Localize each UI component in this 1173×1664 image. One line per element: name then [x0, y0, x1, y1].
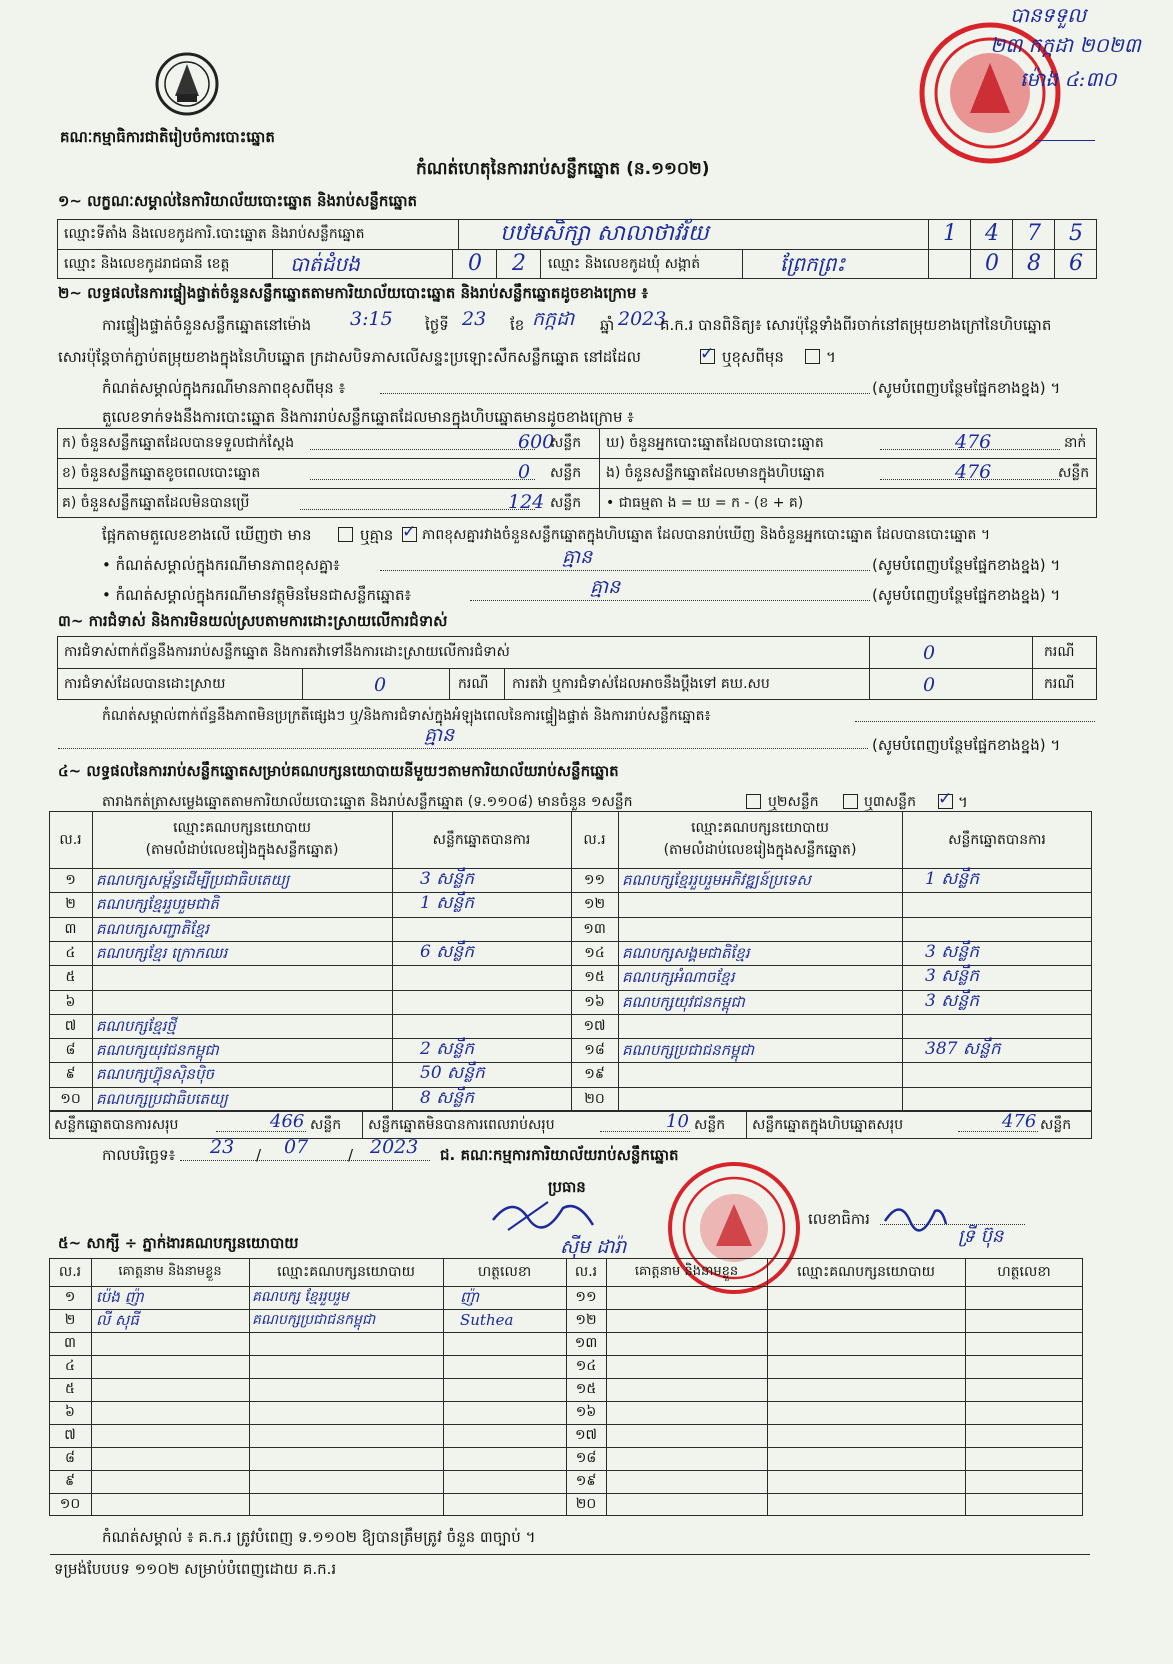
witness-row-party-left: គណបក្សប្រជាជនកម្ពុជា [252, 1312, 376, 1328]
witness-row-no-left: ៨ [65, 1450, 75, 1466]
figure-left-value: 0 [518, 461, 531, 483]
secretary-label: លេខាធិការ [808, 1210, 870, 1228]
polling-station-value: បឋមសិក្សា សាលាថាវរ័យ [500, 221, 709, 246]
results-col-votes-left: សន្លឹកឆ្នោតបានការ [432, 832, 531, 848]
witness-col-name-right: គោត្តនាម និងនាមខ្លួន [634, 1264, 739, 1279]
witness-row-name-left: ប៉េង ញ៉ា [96, 1288, 144, 1306]
results-row-party-left: គណបក្សប្រជាធិបតេយ្យ [96, 1089, 228, 1108]
tally-3-sheets-checkbox[interactable]: ✓ [938, 789, 953, 809]
section-3-title: ៣~ ការជំទាស់ និងការមិនយល់ស្របតាមការដោះស្រាយលើការជំទាស់ [58, 612, 448, 630]
polling-station-label: ឈ្មោះទីតាំង និងលេខកូដការិ.បោះឆ្នោត និងរាប់សន្លឹកឆ្នោត [64, 226, 365, 242]
nec-emblem-icon [145, 48, 229, 120]
results-row-no-right: ១៦ [584, 993, 605, 1010]
election-form-page: គណៈកម្មាធិការជាតិរៀបចំការបោះឆ្នោត បានទទួល ២៣ កក្កដា ២០២៣ ម៉ោង ៤:៣០ កំណត់ហេតុនៃការរាប់សន្លឹកឆ្នោត (ន.១១០២) ១~ លក្ខណៈសម្គាល់នៃការិយាល័យបោះឆ្នោត និងរាប់សន្លឹកឆ្នោត ឈ្មោះទីតាំង និងលេខកូដការិ.បោះឆ្នោត និងរាប់សន្លឹកឆ្នោត បឋមសិក្សា សាលាថាវរ័យ 1 4 7 5 ឈ្មោះ និងលេខកូដរាជធានី ខេត្ត បាត់ដំបង 0 2 ឈ្មោះ និងលេខកូដឃុំ សង្កាត់ ព្រែកព្រះ 0 8 6 ២~ លទ្ធផលនៃការផ្ទៀងផ្ទាត់ចំនួនសន្លឹកឆ្នោតតាមការិយាល័យបោះឆ្នោត និងរាប់សន្លឹកឆ្នោតដូចខាងក្រោម ៖ ការផ្ទៀងផ្ទាត់ចំនួនសន្លឹកឆ្នោតនៅម៉ោង 3:15 ថ្ងៃទី 23 ខែ កក្កដា ឆ្នាំ 2023 គ.ក.រ បានពិនិត្យ៖ សោរប៉ុន្តែទាំងពីរចាក់នៅតម្រុយខាងក្រៅនៃហិបឆ្នោត សោរប៉ុន្តែចាក់ភ្ជាប់តម្រុយខាងក្នុងនៃហិបឆ្នោត ក្រដាសបិទភាសលើសន្ទះប្រឡោះសឹកសន្លឹកឆ្នោត នៅដដែល ✓ ឬខុសពីមុន ។ កំណត់សម្គាល់ក្នុងករណីមានភាពខុសពីមុន ៖ (សូមបំពេញបន្ថែមផ្នែកខាងខ្នង) ។ តួលេខទាក់ទងនឹងការបោះឆ្នោត និងការរាប់សន្លឹកឆ្នោតដែលមានក្នុងហិបឆ្នោតមានដូចខាងក្រោម ៖ ក) ចំនួនសន្លឹកឆ្នោតដែលបានទទួលជាក់ស្ដែង 600 សន្លឹក ឃ) ចំនួនអ្នកបោះឆ្នោតដែលបានបោះឆ្នោត 476 នាក់ ខ) ចំនួនសន្លឹកឆ្នោតខូចពេលបោះឆ្នោត 0 សន្លឹក ង) ចំនួនសន្លឹកឆ្នោតដែលមានក្នុងហិបឆ្នោត 476 សន្លឹក គ) ចំនួនសន្លឹកឆ្នោតដែលមិនបានប្រើ 124 សន្លឹក • ជាធម្មតា ង = ឃ = ក - (ខ + គ) ផ្អែកតាមតួលេខខាងលើ ឃើញថា មាន ឬគ្មាន ✓ ភាពខុសគ្នារវាងចំនួនសន្លឹកឆ្នោតក្នុងហិបឆ្នោត ដែលបានរាប់ឃើញ និងចំនួនអ្នកបោះឆ្នោត ដែលបានបោះឆ្នោត ។ • កំណត់សម្គាល់ក្នុងករណីមានភាពខុសគ្នា៖ គ្មាន (សូមបំពេញបន្ថែមផ្នែកខាងខ្នង) ។ • កំណត់សម្គាល់ក្នុងករណីមានវត្ថុមិនមែនជាសន្លឹកឆ្នោត៖ គ្មាន (សូមបំពេញបន្ថែមផ្នែកខាងខ្នង) ។ ៣~ ការជំទាស់ និងការមិនយល់ស្របតាមការដោះស្រាយលើការជំទាស់ ការជំទាស់ពាក់ព័ន្ធនឹងការរាប់សន្លឹកឆ្នោត និងការតវ៉ាទៅនឹងការដោះស្រាយលើការជំទាស់ 0 ករណី ការជំទាស់ដែលបានដោះស្រាយ 0 ករណី ការតវ៉ា ឬការជំទាស់ដែលអាចនឹងប្ដឹងទៅ គឃ.សប 0 ករណី កំណត់សម្គាល់ពាក់ព័ន្ធនឹងភាពមិនប្រក្រតីផ្សេងៗ ឬ/និងការជំទាស់ក្នុងអំឡុងពេលនៃការផ្ទៀងផ្ទាត់ និងការរាប់សន្លឹកឆ្នោត៖ គ្មាន (សូមបំពេញបន្ថែមផ្នែកខាងខ្នង) ។ ៤~ លទ្ធផលនៃការរាប់សន្លឹកឆ្នោតសម្រាប់គណបក្សនយោបាយនីមួយៗតាមការិយាល័យរាប់សន្លឹកឆ្នោត តារាងកត់ត្រាសម្លេងឆ្នោតតាមការិយាល័យបោះឆ្នោត និងរាប់សន្លឹកឆ្នោត (ទ.១១០៨) មានចំនួន ១សន្លឹក ឬ២សន្លឹក ឬ៣សន្លឹក ✓ ។ ល.រ ឈ្មោះគណបក្សនយោបាយ (តាមលំដាប់លេខរៀងក្នុងសន្លឹកឆ្នោត) សន្លឹកឆ្នោតបានការ ល.រ ឈ្មោះគណបក្សនយោបាយ (តាមលំដាប់លេខរៀងក្នុងសន្លឹកឆ្នោត) សន្លឹកឆ្នោតបានការ ១ គណបក្សសម្ព័ន្ធដើម្បីប្រជាធិបតេយ្យ 3 សន្លឹក ១១ គណបក្សខ្មែររួបរួមអភិវឌ្ឍន៍ប្រទេស 1 សន្លឹក ២ គណបក្សខ្មែររួបរួមជាតិ 1 សន្លឹក ១២ ៣ គណបក្សសញ្ជាតិខ្មែរ ១៣ ៤ គណបក្សខ្មែរ ក្រោកឈរ 6 សន្លឹក ១៤ គណបក្សសង្គមជាតិខ្មែរ 3 សន្លឹក ៥ ១៥ គណបក្សអំណាចខ្មែរ 3 សន្លឹក ៦ ១៦ គណបក្សយុវជនកម្ពុជា 3 សន្លឹក ៧ គណបក្សខ្មែរថ្មី ១៧ ៨ គណបក្សយុវជនកម្ពុជា 2 សន្លឹក ១៨ គណបក្សប្រជាជនកម្ពុជា 387 សន្លឹក ៩ គណបក្សហ៊្វុនស៊ិនប៉ិច 50 សន្លឹក ១៩ ១០ គណបក្សប្រជាធិបតេយ្យ 8 សន្លឹក ២០ សន្លឹកឆ្នោតបានការសរុប 466 សន្លឹក សន្លឹកឆ្នោតមិនបានការពេលរាប់សរុប 10 សន្លឹក សន្លឹកឆ្នោតក្នុងហិបឆ្នោតសរុប 476 សន្លឹក កាលបរិច្ឆេទ៖ 23 / 07 / 2023 ជ. គណៈកម្មការការិយាល័យរាប់សន្លឹកឆ្នោត ប្រធាន ស៊ីម ដារ៉ា លេខាធិការ ទ្រី ប៊ុន ៥~ សាក្សី ÷ ភ្នាក់ងារគណបក្សនយោបាយ ល.រ គោត្តនាម និងនាមខ្លួន ឈ្មោះគណបក្សនយោបាយ ហត្ថលេខា ល.រ គោត្តនាម និងនាមខ្លួន ឈ្មោះគណបក្សនយោបាយ ហត្ថលេខា ១ ប៉េង ញ៉ា គណបក្ស ខ្មែររួបរួម ញ៉ា ១១ ២ លី សុធី គណបក្សប្រជាជនកម្ពុជា Suthea ១២ ៣ ១៣ ៤ ១៤ ៥ ១៥ ៦ ១៦ ៧ ១៧ ៨ ១៨ ៩ ១៩ ១០ ២០ កំណត់សម្គាល់ ៖ គ.ក.រ ត្រូវបំពេញ ទ.១១០២ ឱ្យបានត្រឹមត្រូវ ចំនួន ៣ច្បាប់ ។ ទម្រង់បែបបទ ១១០២ សម្រាប់បំពេញដោយ គ.ក.រ [0, 0, 1173, 1664]
complaints-unit: ករណី [1044, 644, 1075, 660]
figure-left-label: ខ) ចំនួនសន្លឹកឆ្នោតខូចពេលបោះឆ្នោត [62, 465, 261, 481]
receipt-line-3: ម៉ោង ៤:៣០ [1020, 67, 1117, 91]
tally-sheets-text-b: ឬ២សន្លឹក [768, 794, 819, 810]
appeal-unit: ករណី [1044, 676, 1075, 692]
witness-row-no-right: ១៩ [575, 1473, 597, 1489]
irregularities-remark-value: គ្មាន [424, 724, 455, 746]
resolved-value: 0 [373, 674, 387, 696]
witness-col-sign-left: ហត្ថលេខា [477, 1264, 532, 1280]
total-invalid-value: 10 [666, 1111, 689, 1132]
results-row-no-right: ១៨ [584, 1042, 605, 1059]
results-col-party-sub-right: (តាមលំដាប់លេខរៀងក្នុងសន្លឹកឆ្នោត) [663, 842, 857, 858]
difference-text-b: ឬគ្មាន [360, 526, 394, 544]
verify-year-text: ឆ្នាំ [600, 316, 615, 334]
figure-left-value: 600 [518, 431, 555, 453]
figure-right-value: 476 [955, 431, 992, 453]
results-col-votes-right: សន្លឹកឆ្នោតបានការ [948, 832, 1046, 848]
total-in-box-unit: សន្លឹក [1040, 1117, 1072, 1133]
results-row-party-right: គណបក្សអំណាចខ្មែរ [622, 968, 735, 987]
verify-day: 23 [462, 308, 487, 330]
results-row-votes-left: 50 សន្លឹក [420, 1063, 485, 1084]
witness-row-no-left: ១០ [59, 1496, 81, 1512]
results-row-no-left: ២ [65, 896, 76, 913]
chair-label: ប្រធាន [548, 1178, 586, 1196]
figure-left-unit: សន្លឹក [550, 435, 582, 451]
complaints-label: ការជំទាស់ពាក់ព័ន្ធនឹងការរាប់សន្លឹកឆ្នោត និងការតវ៉ាទៅនឹងការដោះស្រាយលើការជំទាស់ [64, 644, 510, 660]
witness-col-party-left: ឈ្មោះគណបក្សនយោបាយ [277, 1264, 415, 1280]
totals-row [49, 1111, 1092, 1139]
seal-changed-text: ឬខុសពីមុន [722, 348, 784, 366]
date-year: 2023 [370, 1136, 419, 1158]
results-row-no-right: ១៣ [583, 920, 606, 937]
results-row-party-right: គណបក្សប្រជាជនកម្ពុជា [622, 1041, 754, 1060]
chair-name: ស៊ីម ដារ៉ា [560, 1236, 627, 1258]
results-row-no-left: ១០ [60, 1090, 81, 1107]
verify-month-text: ខែ [510, 316, 525, 334]
witness-row-no-left: ៩ [65, 1473, 75, 1489]
witness-row-no-right: ១៦ [575, 1404, 597, 1420]
figure-right-value: 476 [955, 461, 992, 483]
total-valid-unit: សន្លឹក [310, 1117, 342, 1133]
verify-locks-text: គ.ក.រ បានពិនិត្យ៖ សោរប៉ុន្តែទាំងពីរចាក់នៅតម្រុយខាងក្រៅនៃហិបឆ្នោត [660, 316, 1052, 334]
total-valid-value: 466 [270, 1111, 305, 1132]
total-valid-label: សន្លឹកឆ្នោតបានការសរុប [54, 1117, 179, 1133]
results-row-party-right: គណបក្សយុវជនកម្ពុជា [622, 992, 745, 1011]
results-row-no-right: ១១ [583, 872, 606, 888]
difference-text-c: ភាពខុសគ្នារវាងចំនួនសន្លឹកឆ្នោតក្នុងហិបឆ្នោត ដែលបានរាប់ឃើញ និងចំនួនអ្នកបោះឆ្នោត ដែលបានបោះឆ្នោត ។ [422, 527, 991, 543]
witness-row-no-left: ៥ [65, 1381, 75, 1397]
witness-row-sign-left: ញ៉ា [460, 1288, 480, 1306]
results-row-party-left: គណបក្សខ្មែរថ្មី [96, 1016, 176, 1035]
resolved-label: ការជំទាស់ដែលបានដោះស្រាយ [64, 676, 226, 692]
commune-code-digit-3: 6 [1069, 251, 1083, 276]
figure-left-dots [310, 449, 535, 450]
witness-row-no-left: ៧ [64, 1427, 76, 1443]
results-row-party-left: គណបក្សហ៊្វុនស៊ិនប៉ិច [96, 1065, 214, 1084]
witness-row-party-left: គណបក្ស ខ្មែររួបរួម [252, 1289, 349, 1305]
witness-col-no-right: ល.រ [574, 1264, 598, 1280]
receipt-line-2: ២៣ កក្កដា ២០២៣ [990, 33, 1141, 57]
resolved-unit: ករណី [458, 676, 489, 692]
results-row-votes-right: 387 សន្លឹក [925, 1039, 1001, 1060]
section-2-title: ២~ លទ្ធផលនៃការផ្ទៀងផ្ទាត់ចំនួនសន្លឹកឆ្នោតតាមការិយាល័យបោះឆ្នោត និងរាប់សន្លឹកឆ្នោតដូចខាងក្រោម ៖ [58, 284, 649, 302]
province-label: ឈ្មោះ និងលេខកូដរាជធានី ខេត្ត [64, 256, 230, 272]
difference-note-label: • កំណត់សម្គាល់ក្នុងករណីមានភាពខុសគ្នា៖ [102, 556, 340, 574]
seal-changed-checkbox[interactable] [805, 349, 820, 364]
witness-row-no-left: ១ [64, 1289, 76, 1305]
verify-day-text: ថ្ងៃទី [425, 316, 449, 334]
results-row-no-left: ៤ [65, 944, 76, 961]
results-row-votes-right: 3 សន្លឹក [925, 990, 979, 1011]
witness-row-no-left: ២ [64, 1312, 76, 1328]
appeal-label: ការតវ៉ា ឬការជំទាស់ដែលអាចនឹងប្ដឹងទៅ គឃ.សប [512, 676, 770, 692]
witness-row-no-right: ១១ [575, 1289, 597, 1305]
counting-committee-label: ជ. គណៈកម្មការការិយាល័យរាប់សន្លឹកឆ្នោត [440, 1146, 679, 1164]
results-row-party-left: គណបក្សខ្មែររួបរួមជាតិ [96, 895, 219, 914]
complaints-value: 0 [922, 642, 936, 664]
results-row-no-left: ៥ [65, 969, 76, 986]
results-row-no-left: ៣ [64, 920, 77, 937]
witness-row-no-left: ៤ [65, 1358, 75, 1374]
results-row-party-left: គណបក្សសម្ព័ន្ធដើម្បីប្រជាធិបតេយ្យ [96, 871, 290, 889]
results-row-no-right: ១២ [583, 896, 606, 913]
form-title: កំណត់ហេតុនៃការរាប់សន្លឹកឆ្នោត (ន.១១០២) [416, 159, 710, 179]
difference-yes-checkbox[interactable] [338, 527, 353, 542]
tally-sheets-text-a: តារាងកត់ត្រាសម្លេងឆ្នោតតាមការិយាល័យបោះឆ្នោត និងរាប់សន្លឹកឆ្នោត (ទ.១១០៨) មានចំនួន ១សន្លឹក [102, 794, 633, 810]
polling-code-digit-1: 1 [943, 221, 957, 246]
results-row-votes-left: 3 សន្លឹក [420, 869, 474, 889]
figure-left-value: 124 [508, 491, 545, 513]
total-in-box-value: 476 [1002, 1111, 1037, 1132]
date-label: កាលបរិច្ឆេទ៖ [102, 1146, 176, 1164]
figure-right-unit: នាក់ [1064, 435, 1087, 451]
tally-1-sheet-checkbox[interactable] [746, 794, 761, 809]
witness-row-no-right: ១៨ [575, 1450, 597, 1466]
polling-code-digit-3: 7 [1027, 221, 1041, 246]
results-row-no-right: ១៥ [584, 969, 605, 986]
total-invalid-unit: សន្លឹក [694, 1117, 726, 1133]
witness-row-no-right: ១២ [575, 1312, 597, 1328]
difference-note-value: គ្មាន [562, 546, 593, 568]
polling-code-digit-2: 4 [985, 221, 999, 246]
nec-name: គណៈកម្មាធិការជាតិរៀបចំការបោះឆ្នោត [60, 128, 275, 146]
appeal-value: 0 [922, 674, 936, 696]
witness-row-name-left: លី សុធី [96, 1311, 139, 1329]
results-row-party-left: គណបក្សខ្មែរ ក្រោកឈរ [96, 943, 228, 962]
figure-right-unit: សន្លឹក [1058, 465, 1090, 481]
province-code-digit-1: 0 [468, 251, 482, 276]
seal-intact-checkbox[interactable]: ✓ [700, 344, 715, 364]
witness-row-no-right: ១៥ [575, 1381, 597, 1397]
witness-row-no-right: ១៣ [574, 1335, 598, 1351]
witness-col-name-left: គោត្តនាម និងនាមខ្លួន [118, 1264, 222, 1279]
results-col-party-sub-left: (តាមលំដាប់លេខរៀងក្នុងសន្លឹកឆ្នោត) [145, 842, 339, 858]
results-row-party-left: គណបក្សយុវជនកម្ពុជា [96, 1041, 219, 1060]
irregularities-remark: កំណត់សម្គាល់ពាក់ព័ន្ធនឹងភាពមិនប្រក្រតីផ្សេងៗ ឬ/និងការជំទាស់ក្នុងអំឡុងពេលនៃការផ្ទៀងផ្ទាត់ និងការរាប់សន្លឹកឆ្នោត៖ [102, 708, 711, 724]
province-value: បាត់ដំបង [290, 252, 360, 276]
section-1-title: ១~ លក្ខណៈសម្គាល់នៃការិយាល័យបោះឆ្នោត និងរាប់សន្លឹកឆ្នោត [58, 192, 418, 210]
results-row-no-left: ៨ [65, 1042, 76, 1059]
changed-remark-label: កំណត់សម្គាល់ក្នុងករណីមានភាពខុសពីមុន ៖ [102, 379, 346, 397]
foreign-object-note-value: គ្មាន [590, 576, 621, 598]
results-row-no-right: ២០ [584, 1090, 605, 1107]
results-row-no-right: ១៩ [584, 1066, 605, 1083]
results-row-party-left: គណបក្សសញ្ជាតិខ្មែរ [96, 919, 209, 938]
section-5-title: ៥~ សាក្សី ÷ ភ្នាក់ងារគណបក្សនយោបាយ [58, 1234, 299, 1252]
witness-row-no-left: ៦ [65, 1404, 75, 1420]
foreign-object-fill-more: (សូមបំពេញបន្ថែមផ្នែកខាងខ្នង) ។ [872, 586, 1061, 604]
commune-code-digit-1: 0 [985, 251, 999, 276]
results-row-votes-left: 2 សន្លឹក [420, 1039, 474, 1060]
difference-no-checkbox[interactable]: ✓ [402, 522, 417, 542]
witness-row-sign-left: Suthea [460, 1311, 514, 1329]
figure-left-dots [310, 479, 535, 480]
figure-left-label: គ) ចំនួនសន្លឹកឆ្នោតដែលមិនបានប្រើ [62, 495, 250, 511]
witness-col-party-right: ឈ្មោះគណបក្សនយោបាយ [797, 1264, 935, 1280]
results-row-votes-right: 1 សន្លឹក [925, 869, 979, 889]
witness-col-sign-right: ហត្ថលេខា [997, 1264, 1051, 1280]
commune-code-digit-2: 8 [1027, 251, 1041, 276]
figure-left-unit: សន្លឹក [550, 495, 582, 511]
difference-text-a: ផ្អែកតាមតួលេខខាងលើ ឃើញថា មាន [102, 526, 312, 544]
results-row-party-right: គណបក្សសង្គមជាតិខ្មែរ [622, 943, 750, 962]
figures-intro: តួលេខទាក់ទងនឹងការបោះឆ្នោត និងការរាប់សន្លឹកឆ្នោតដែលមានក្នុងហិបឆ្នោតមានដូចខាងក្រោម ៖ [102, 408, 634, 426]
verify-year: 2023 [618, 308, 667, 330]
figure-right-label: ង) ចំនួនសន្លឹកឆ្នោតដែលមានក្នុងហិបឆ្នោត [606, 465, 825, 481]
results-row-votes-left: 1 សន្លឹក [420, 893, 474, 914]
footer-note: កំណត់សម្គាល់ ៖ គ.ក.រ ត្រូវបំពេញ ទ.១១០២ ឱ្យបានត្រឹមត្រូវ ចំនួន ៣ច្បាប់ ។ [102, 1528, 536, 1546]
total-invalid-label: សន្លឹកឆ្នោតមិនបានការពេលរាប់សរុប [368, 1117, 555, 1133]
irregularities-fill-more: (សូមបំពេញបន្ថែមផ្នែកខាងខ្នង) ។ [872, 736, 1061, 754]
seal-intact-text: សោរប៉ុន្តែចាក់ភ្ជាប់តម្រុយខាងក្នុងនៃហិបឆ្នោត ក្រដាសបិទភាសលើសន្ទះប្រឡោះសឹកសន្លឹកឆ្នោត នៅដដែល [58, 348, 641, 366]
commune-label: ឈ្មោះ និងលេខកូដឃុំ សង្កាត់ [548, 256, 701, 272]
secretary-name: ទ្រី ប៊ុន [958, 1226, 1004, 1247]
figure-right-label: ឃ) ចំនួនអ្នកបោះឆ្នោតដែលបានបោះឆ្នោត [606, 435, 824, 451]
results-col-party-right: ឈ្មោះគណបក្សនយោបាយ [691, 820, 829, 836]
foreign-object-note-label: • កំណត់សម្គាល់ក្នុងករណីមានវត្ថុមិនមែនជាសន្លឹកឆ្នោត៖ [102, 586, 412, 604]
date-month: 07 [284, 1136, 309, 1158]
results-row-no-right: ១៤ [584, 944, 605, 961]
figure-right-label: • ជាធម្មតា ង = ឃ = ក - (ខ + គ) [606, 495, 804, 511]
difference-note-fill-more: (សូមបំពេញបន្ថែមផ្នែកខាងខ្នង) ។ [872, 556, 1061, 574]
verify-time: 3:15 [350, 308, 393, 330]
witness-row-no-right: ២០ [575, 1496, 597, 1512]
figure-left-label: ក) ចំនួនសន្លឹកឆ្នោតដែលបានទទួលជាក់ស្ដែង [62, 435, 295, 451]
verify-month: កក្កដា [532, 308, 575, 330]
total-in-box-label: សន្លឹកឆ្នោតក្នុងហិបឆ្នោតសរុប [752, 1117, 904, 1133]
results-row-votes-left: 8 សន្លឹក [420, 1087, 474, 1108]
results-row-no-left: ១ [65, 872, 76, 888]
results-col-party-left: ឈ្មោះគណបក្សនយោបាយ [173, 820, 311, 836]
results-col-no-right: ល.រ [583, 832, 606, 848]
chair-signature-icon [488, 1190, 598, 1240]
changed-remark-fill-more: (សូមបំពេញបន្ថែមផ្នែកខាងខ្នង) ។ [872, 379, 1061, 397]
results-row-votes-right: 3 សន្លឹក [925, 966, 979, 987]
footer-form-copy: ទម្រង់បែបបទ ១១០២ សម្រាប់បំពេញដោយ គ.ក.រ [54, 1560, 337, 1578]
province-code-digit-2: 2 [512, 251, 526, 276]
figure-left-dots [300, 509, 535, 510]
results-row-no-right: ១៧ [583, 1017, 606, 1034]
verify-time-text: ការផ្ទៀងផ្ទាត់ចំនួនសន្លឹកឆ្នោតនៅម៉ោង [102, 316, 312, 334]
receipt-line-1: បានទទួល [1010, 3, 1087, 27]
date-day: 23 [210, 1136, 235, 1158]
results-col-no-left: ល.រ [59, 832, 82, 848]
commune-value: ព្រែកព្រះ [780, 252, 846, 276]
results-row-votes-left: 6 សន្លឹក [420, 941, 474, 962]
secretary-signature-icon [880, 1196, 950, 1236]
section-4-title: ៤~ លទ្ធផលនៃការរាប់សន្លឹកឆ្នោតសម្រាប់គណបក្សនយោបាយនីមួយៗតាមការិយាល័យរាប់សន្លឹកឆ្នោត [58, 762, 619, 780]
polling-code-digit-4: 5 [1069, 221, 1083, 246]
witness-col-no-left: ល.រ [58, 1264, 82, 1280]
witness-row-no-right: ១៤ [575, 1358, 597, 1374]
results-row-no-left: ៦ [65, 993, 76, 1010]
tally-2-sheets-checkbox[interactable] [843, 794, 858, 809]
figure-left-unit: សន្លឹក [550, 465, 582, 481]
results-row-party-right: គណបក្សខ្មែររួបរួមអភិវឌ្ឍន៍ប្រទេស [622, 871, 811, 889]
tally-sheets-text-c: ឬ៣សន្លឹក [864, 794, 916, 810]
witness-row-no-left: ៣ [64, 1335, 76, 1351]
witness-row-no-right: ១៧ [574, 1427, 598, 1443]
results-row-votes-right: 3 សន្លឹក [925, 941, 979, 962]
results-row-no-left: ៩ [65, 1066, 76, 1083]
results-row-no-left: ៧ [64, 1017, 77, 1034]
